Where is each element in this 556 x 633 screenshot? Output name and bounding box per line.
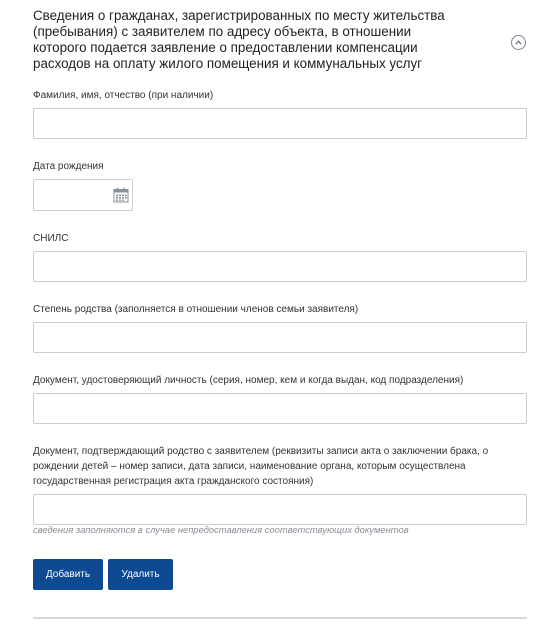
collapse-section-button[interactable] xyxy=(511,35,526,50)
calendar-icon[interactable] xyxy=(113,187,129,203)
kinship-input[interactable] xyxy=(33,322,527,353)
full-name-input[interactable] xyxy=(33,108,527,139)
kinship-label: Степень родства (заполняется в отношении членов семьи заявителя) xyxy=(33,304,359,315)
kinship-doc-hint: сведения заполняются в случае непредоставления соответствующих документов xyxy=(33,524,409,535)
section-title-line: расходов на оплату жилого помещения и коммунальных услуг xyxy=(33,56,423,71)
kinship-doc-label-line: рождении детей – номер записи, дата записи, наименование органа, которым осуществлена xyxy=(33,461,466,472)
section-title-line: которого подается заявление о предоставлении компенсации xyxy=(33,40,418,55)
section-title-line: Сведения о гражданах, зарегистрированных по месту жительства xyxy=(33,8,445,23)
kinship-doc-label-line: государственная регистрация акта гражданского состояния) xyxy=(33,476,314,487)
birth-date-label: Дата рождения xyxy=(33,161,104,172)
section-divider xyxy=(33,617,527,619)
kinship-doc-input[interactable] xyxy=(33,494,527,525)
full-name-label: Фамилия, имя, отчество (при наличии) xyxy=(33,90,214,101)
add-button[interactable]: Добавить xyxy=(33,559,103,590)
chevron-up-icon xyxy=(515,40,522,45)
identity-doc-label: Документ, удостоверяющий личность (серия, номер, кем и когда выдан, код подразделения) xyxy=(33,375,464,386)
section-title xyxy=(33,8,503,72)
snils-label: СНИЛС xyxy=(33,233,69,244)
birth-date-input[interactable] xyxy=(34,180,110,210)
kinship-doc-label xyxy=(33,444,488,489)
snils-input[interactable] xyxy=(33,251,527,282)
delete-button[interactable]: Удалить xyxy=(108,559,173,590)
section-header xyxy=(33,8,503,72)
birth-date-field xyxy=(33,179,133,211)
section-title-line: (пребывания) с заявителем по адресу объекта, в отношении xyxy=(33,24,412,39)
kinship-doc-label-line: Документ, подтверждающий родство с заявителем (реквизиты записи акта о заключении брака, о xyxy=(33,446,489,457)
identity-doc-input[interactable] xyxy=(33,393,527,424)
